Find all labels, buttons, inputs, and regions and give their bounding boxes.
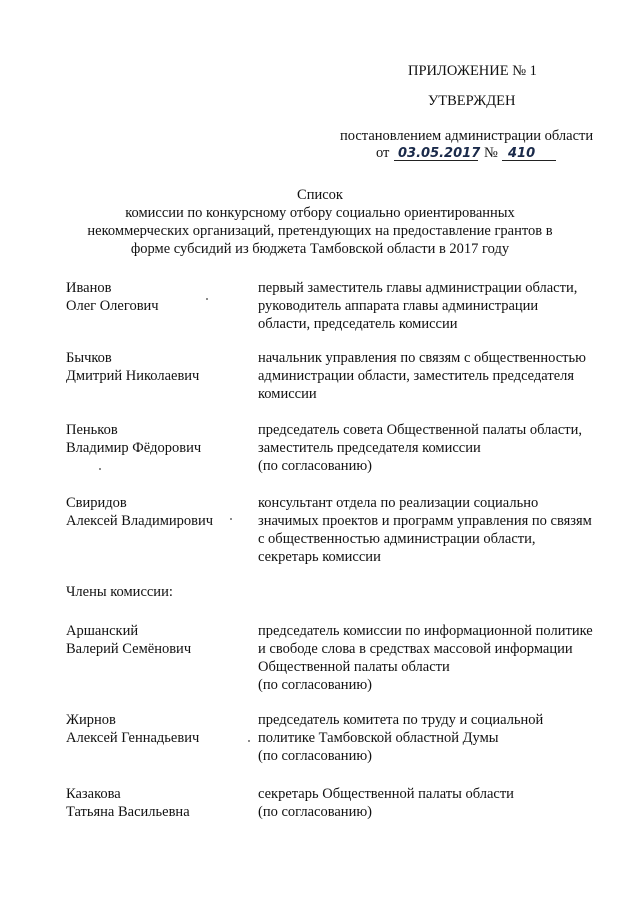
desc-line: администрации области, заместитель председателя: [258, 368, 575, 384]
member-given-name: Алексей Геннадьевич: [66, 730, 200, 746]
resolution-label: постановлением администрации области: [340, 128, 594, 144]
member-description: [258, 622, 618, 694]
member-name: [66, 622, 246, 658]
member-description: [258, 494, 618, 566]
desc-line: значимых проектов и программ управления по связям: [258, 513, 592, 529]
resolution-date-line: [376, 144, 576, 164]
desc-line: руководитель аппарата главы администрации: [258, 298, 539, 314]
title-line-2: комиссии по конкурсному отбору социально ориентированных: [125, 205, 515, 221]
scan-speck: [99, 468, 101, 470]
member-name: [66, 349, 246, 385]
title-line-1: Список: [297, 187, 343, 203]
member-surname: Пеньков: [66, 422, 118, 438]
number-prefix: №: [484, 145, 498, 161]
member-description: [258, 279, 618, 333]
member-surname: Иванов: [66, 280, 112, 296]
desc-line: секретарь Общественной палаты области: [258, 786, 514, 802]
desc-line: (по согласованию): [258, 458, 372, 474]
member-given-name: Алексей Владимирович: [66, 513, 214, 529]
desc-line: политике Тамбовской областной Думы: [258, 730, 499, 746]
desc-line: начальник управления по связям с общественностью: [258, 350, 586, 366]
members-heading: Члены комиссии:: [66, 584, 173, 600]
desc-line: первый заместитель главы администрации области,: [258, 280, 578, 296]
member-description: [258, 711, 618, 765]
date-prefix: от: [376, 145, 390, 161]
member-surname: Бычков: [66, 350, 112, 366]
member-name: [66, 279, 246, 315]
member-given-name: Валерий Семёнович: [66, 641, 192, 657]
date-underline: [394, 160, 478, 161]
member-surname: Аршанский: [66, 623, 139, 639]
member-description: [258, 421, 618, 475]
number-handwritten: 410: [508, 146, 536, 161]
desc-line: комиссии: [258, 386, 317, 402]
desc-line: председатель комитета по труду и социальной: [258, 712, 544, 728]
member-name: [66, 785, 246, 821]
desc-line: (по согласованию): [258, 748, 372, 764]
member-name: [66, 711, 246, 747]
desc-line: (по согласованию): [258, 804, 372, 820]
member-description: [258, 785, 618, 821]
member-surname: Казакова: [66, 786, 121, 802]
member-surname: Жирнов: [66, 712, 116, 728]
member-given-name: Татьяна Васильевна: [66, 804, 190, 820]
date-handwritten: 03.05.2017: [398, 146, 481, 161]
title-line-3: некоммерческих организаций, претендующих на предоставление грантов в: [87, 223, 553, 239]
appendix-label: ПРИЛОЖЕНИЕ № 1: [408, 63, 537, 79]
member-given-name: Олег Олегович: [66, 298, 159, 314]
desc-line: с общественностью администрации области,: [258, 531, 536, 547]
member-name: [66, 494, 246, 530]
title-line-4: форме субсидий из бюджета Тамбовской области в 2017 году: [130, 241, 510, 257]
desc-line: консультант отдела по реализации социально: [258, 495, 539, 511]
approved-label: УТВЕРЖДЕН: [428, 93, 516, 109]
number-underline: [502, 160, 556, 161]
member-given-name: Владимир Фёдорович: [66, 440, 202, 456]
desc-line: заместитель председателя комиссии: [258, 440, 481, 456]
member-surname: Свиридов: [66, 495, 127, 511]
scan-speck: [248, 740, 250, 742]
member-name: [66, 421, 246, 457]
member-description: [258, 349, 618, 403]
desc-line: председатель комиссии по информационной политике: [258, 623, 593, 639]
scan-speck: [230, 518, 232, 520]
desc-line: секретарь комиссии: [258, 549, 381, 565]
desc-line: (по согласованию): [258, 677, 372, 693]
desc-line: председатель совета Общественной палаты области,: [258, 422, 582, 438]
desc-line: области, председатель комиссии: [258, 316, 458, 332]
document-title: [0, 186, 640, 258]
desc-line: Общественной палаты области: [258, 659, 450, 675]
scan-speck: [206, 298, 208, 300]
desc-line: и свободе слова в средствах массовой информации: [258, 641, 573, 657]
member-given-name: Дмитрий Николаевич: [66, 368, 200, 384]
